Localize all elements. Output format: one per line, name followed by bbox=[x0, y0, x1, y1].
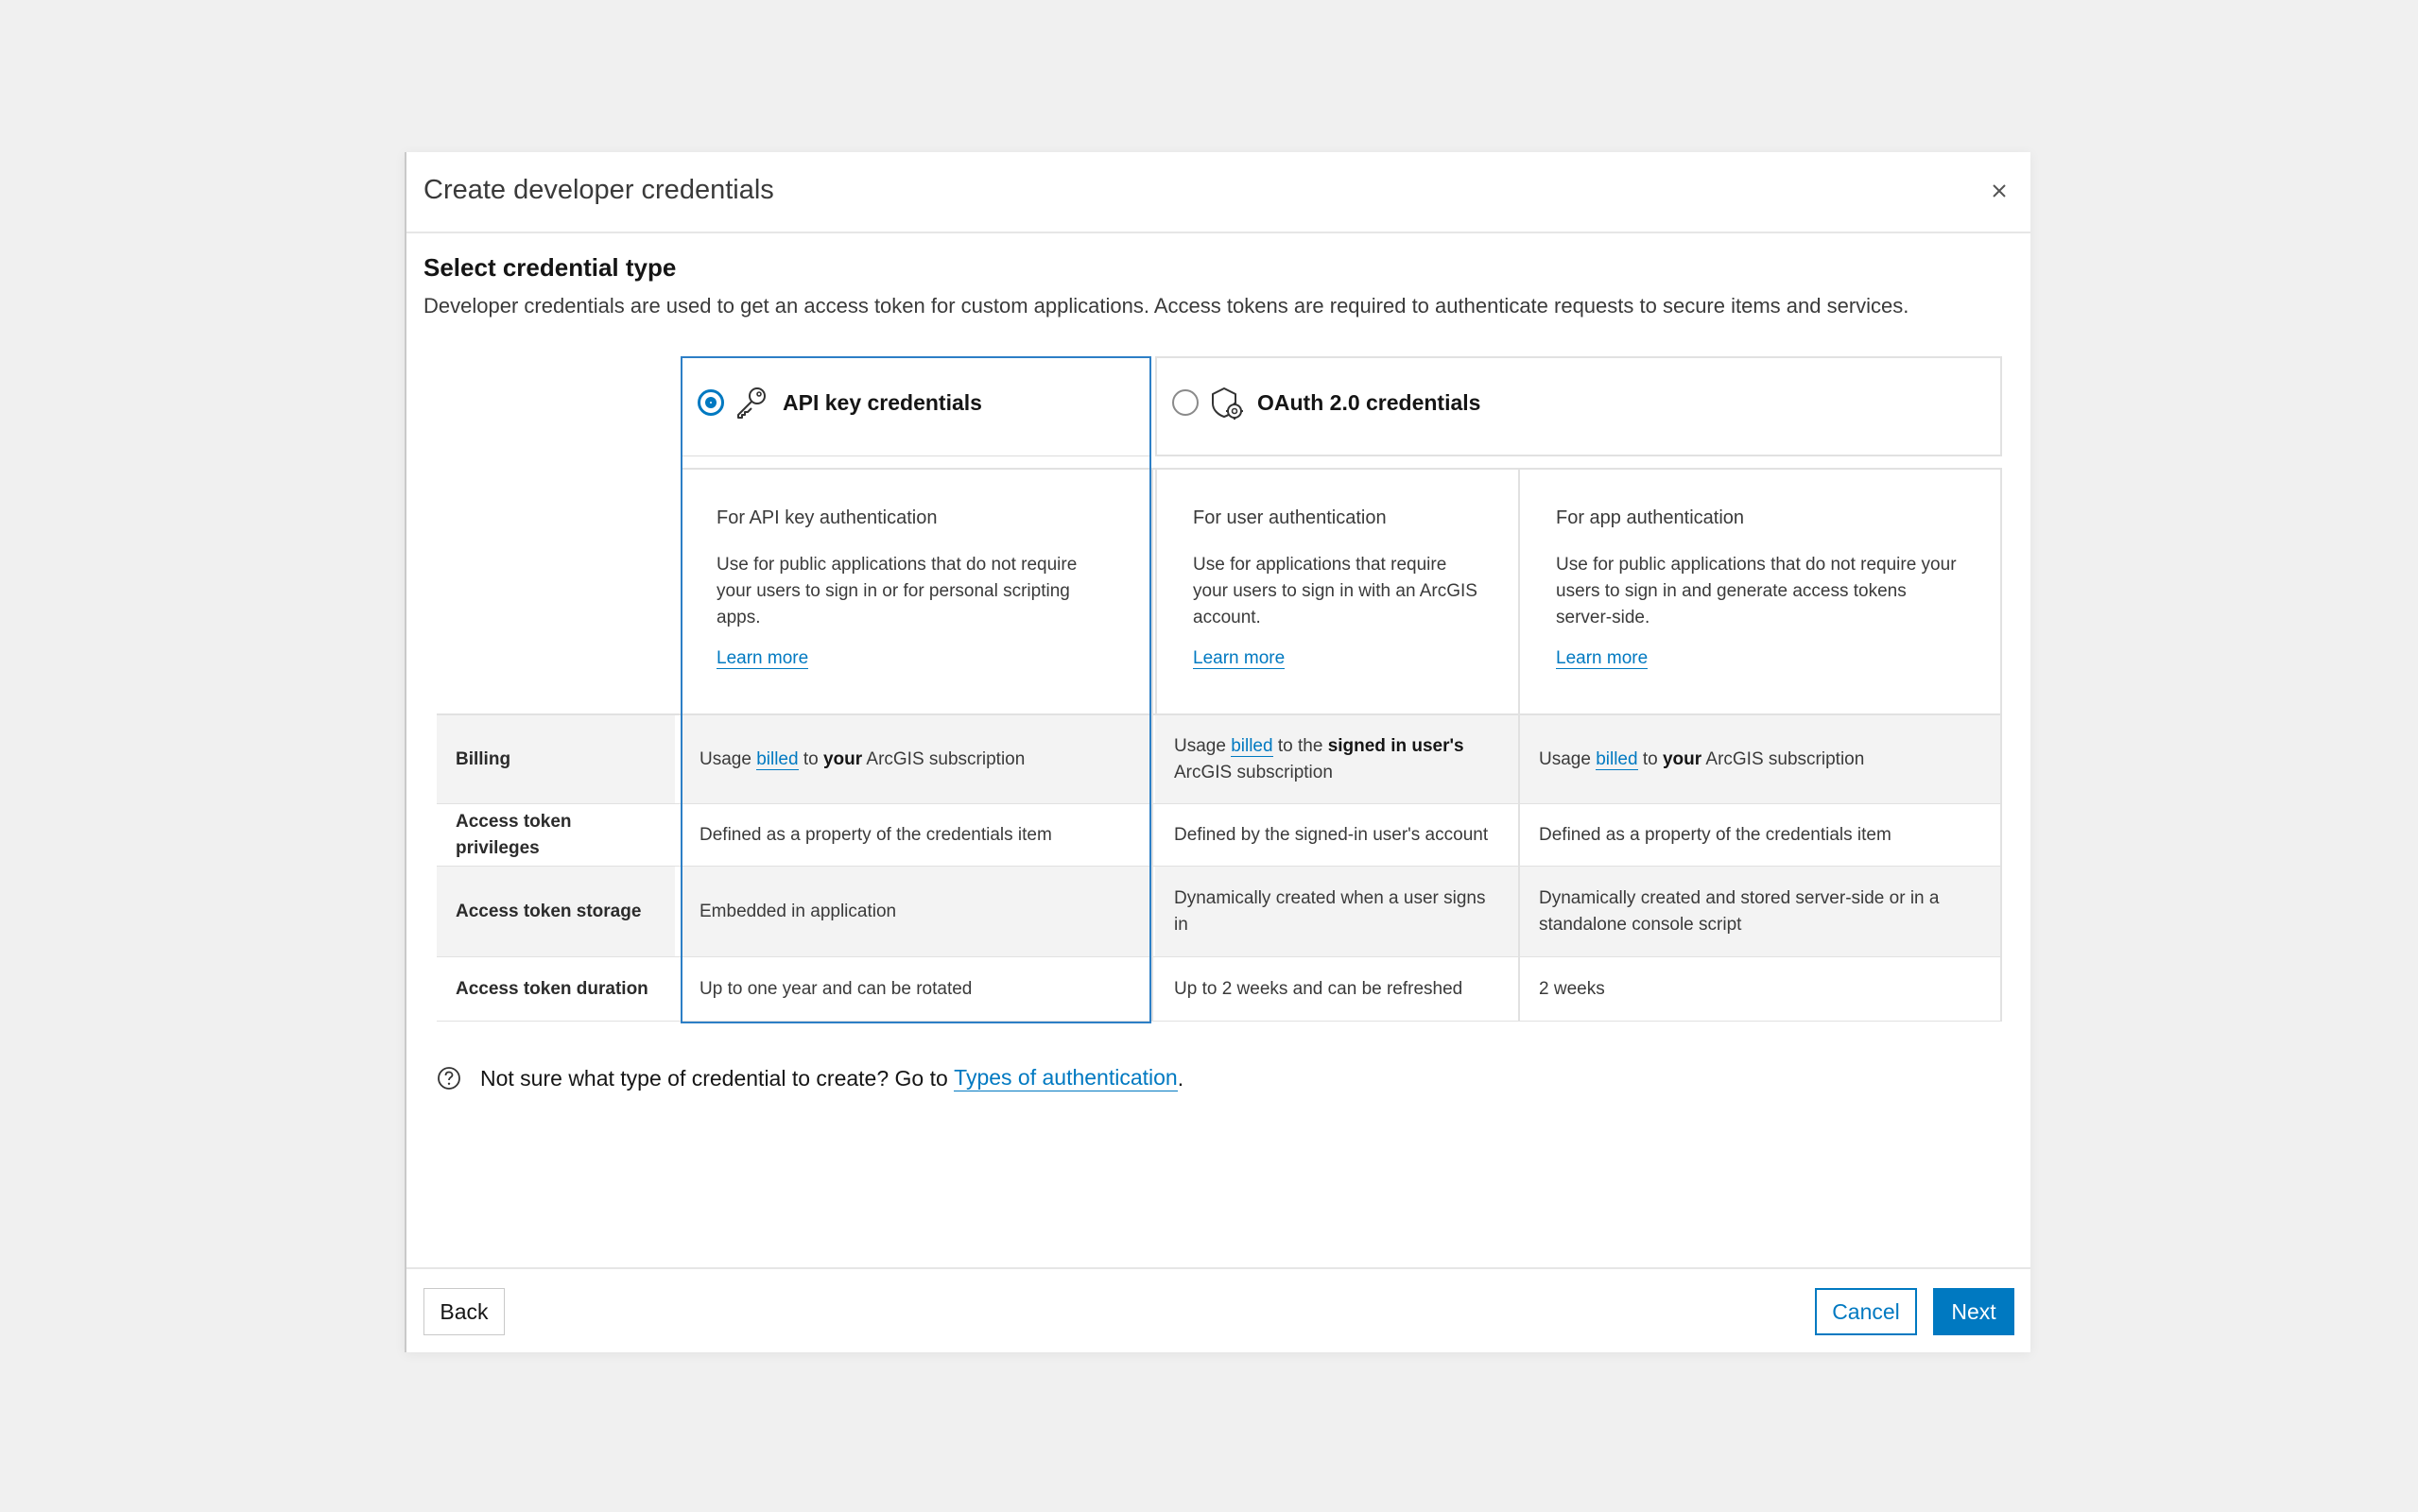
storage-user-auth: Dynamically created when a user signs in bbox=[1155, 867, 1520, 956]
storage-api-key: Embedded in application bbox=[681, 867, 1151, 956]
oauth-radio[interactable] bbox=[1172, 389, 1199, 416]
duration-row bbox=[437, 957, 2002, 1022]
user-auth-description bbox=[1155, 470, 1520, 715]
app-auth-desc-body: Use for public applications that do not require your users to sign in and generate access tokens server-side. bbox=[1556, 555, 1957, 627]
storage-label: Access token storage bbox=[437, 867, 675, 956]
billing-user-auth: Usage billed to the signed in user's ArcGIS subscription bbox=[1155, 715, 1520, 803]
billed-link[interactable]: billed bbox=[1231, 735, 1273, 756]
dialog-header bbox=[406, 152, 2030, 233]
billed-link[interactable]: billed bbox=[756, 748, 799, 769]
dialog-footer bbox=[406, 1267, 2030, 1352]
app-auth-description bbox=[1520, 470, 2002, 715]
storage-app-auth: Dynamically created and stored server-side or in a standalone console script bbox=[1520, 867, 2002, 956]
duration-app-auth: 2 weeks bbox=[1539, 978, 1605, 999]
help-text: Not sure what type of credential to create? Go to bbox=[480, 1065, 948, 1091]
app-auth-desc-title: For app authentication bbox=[1556, 507, 1745, 528]
duration-user-auth: Up to 2 weeks and can be refreshed bbox=[1155, 957, 1520, 1021]
app-auth-learn-more-link[interactable]: Learn more bbox=[1556, 648, 1649, 668]
privileges-app-auth: Defined as a property of the credentials item bbox=[1539, 824, 1891, 845]
billing-row bbox=[437, 713, 2002, 804]
credential-comparison bbox=[437, 356, 2002, 1178]
user-auth-learn-more-link[interactable]: Learn more bbox=[1193, 648, 1286, 668]
user-auth-desc-body: Use for applications that require your users to sign in with an ArcGIS account. bbox=[1193, 555, 1477, 627]
user-auth-desc-title: For user authentication bbox=[1193, 507, 1387, 528]
question-circle-icon bbox=[437, 1066, 461, 1091]
dialog-title: Create developer credentials bbox=[423, 175, 774, 205]
api-key-radio[interactable] bbox=[698, 389, 724, 416]
section-title: Select credential type bbox=[423, 253, 677, 282]
section-description: Developer credentials are used to get an access token for custom applications. Access tokens are required to authenticate requests to secure items and services. bbox=[423, 294, 1909, 318]
column-divider bbox=[2000, 468, 2002, 1022]
oauth-option-card[interactable] bbox=[1155, 356, 2002, 456]
api-key-option-card[interactable] bbox=[681, 356, 1151, 456]
privileges-row bbox=[437, 804, 2002, 867]
billed-link[interactable]: billed bbox=[1596, 748, 1638, 769]
close-button[interactable] bbox=[1985, 177, 2013, 205]
billing-app-auth: Usage billed to your ArcGIS subscription bbox=[1520, 715, 2002, 803]
billing-api-key: Usage billed to your ArcGIS subscription bbox=[681, 715, 1151, 803]
close-icon bbox=[1985, 177, 2013, 205]
oauth-option-label: OAuth 2.0 credentials bbox=[1257, 389, 1481, 415]
duration-api-key: Up to one year and can be rotated bbox=[699, 978, 973, 999]
privileges-user-auth: Defined by the signed-in user's account bbox=[1155, 804, 1520, 866]
privileges-api-key: Defined as a property of the credentials item bbox=[699, 824, 1052, 845]
api-key-learn-more-link[interactable]: Learn more bbox=[717, 648, 809, 668]
create-credentials-dialog bbox=[405, 152, 2030, 1352]
api-key-desc-title: For API key authentication bbox=[717, 507, 938, 528]
duration-label: Access token duration bbox=[456, 978, 648, 999]
api-key-description bbox=[681, 470, 1151, 715]
api-key-desc-body: Use for public applications that do not require your users to sign in or for personal scripting apps. bbox=[717, 555, 1078, 627]
api-key-option-label: API key credentials bbox=[783, 389, 982, 415]
cancel-button[interactable]: Cancel bbox=[1815, 1288, 1917, 1335]
privileges-label: Access token privileges bbox=[456, 811, 572, 858]
description-row bbox=[681, 468, 2002, 713]
help-suffix: . bbox=[1177, 1065, 1184, 1091]
billing-label: Billing bbox=[437, 715, 675, 803]
types-of-authentication-link[interactable]: Types of authentication bbox=[954, 1065, 1178, 1090]
storage-row bbox=[437, 867, 2002, 957]
next-button[interactable]: Next bbox=[1933, 1288, 2014, 1335]
help-note bbox=[437, 1065, 1183, 1091]
column-divider bbox=[1151, 468, 1153, 1022]
key-icon bbox=[734, 385, 769, 421]
back-button[interactable]: Back bbox=[423, 1288, 505, 1335]
oauth-shield-gear-icon bbox=[1208, 385, 1244, 421]
